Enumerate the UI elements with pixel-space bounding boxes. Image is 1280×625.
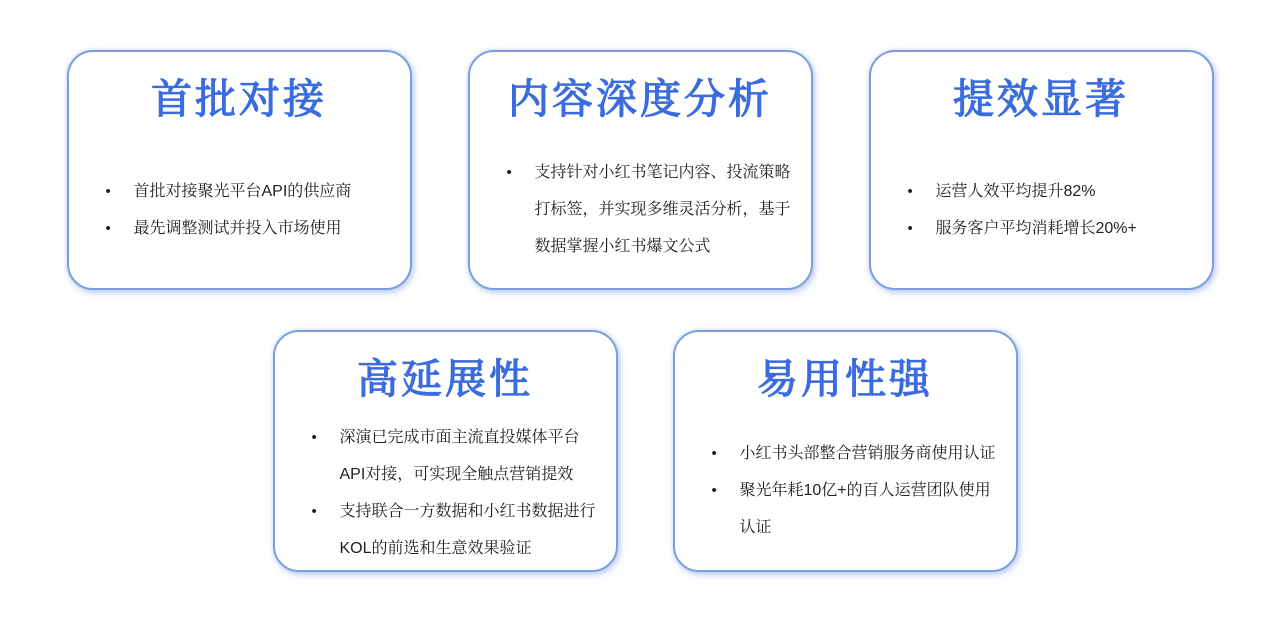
bullet-list	[712, 435, 998, 546]
bullet-dot-icon: •	[311, 503, 317, 521]
bullet-item	[106, 173, 392, 210]
card-title: 易用性强	[757, 356, 933, 402]
bullet-item	[312, 419, 598, 493]
feature-card-content-analysis	[468, 50, 813, 290]
bullet-list	[507, 154, 793, 265]
card-row-bottom	[10, 330, 1280, 572]
bullet-text: 聚光年耗10亿+的百人运营团队使用认证	[739, 482, 991, 537]
bullet-text: 服务客户平均消耗增长20%+	[935, 219, 1137, 237]
bullet-item	[908, 173, 1194, 210]
bullet-item	[712, 435, 998, 472]
bullet-item	[106, 210, 392, 247]
card-body	[675, 405, 1016, 570]
bullet-dot-icon: •	[711, 482, 717, 500]
bullet-item	[507, 154, 793, 265]
card-title: 首批对接	[151, 76, 327, 122]
card-title: 高延展性	[357, 356, 533, 402]
feature-card-usability	[673, 330, 1018, 572]
bullet-item	[712, 472, 998, 546]
bullet-text: 最先调整测试并投入市场使用	[133, 219, 342, 237]
card-body	[69, 125, 410, 288]
bullet-dot-icon: •	[105, 182, 111, 200]
card-body	[871, 125, 1212, 288]
card-title: 提效显著	[953, 76, 1129, 122]
feature-card-efficiency	[869, 50, 1214, 290]
card-body	[275, 405, 616, 575]
bullet-dot-icon: •	[907, 182, 913, 200]
bullet-dot-icon: •	[907, 219, 913, 237]
bullet-text: 深演已完成市面主流直投媒体平台API对接，可实现全触点营销提效	[339, 429, 580, 484]
bullet-list	[106, 173, 392, 247]
bullet-dot-icon: •	[311, 429, 317, 447]
feature-card-extensibility	[273, 330, 618, 572]
card-title: 内容深度分析	[508, 76, 772, 122]
bullet-item	[908, 210, 1194, 247]
card-row-top	[0, 0, 1280, 290]
bullet-list	[312, 419, 598, 567]
bullet-list	[908, 173, 1194, 247]
bullet-dot-icon: •	[506, 164, 512, 182]
bullet-dot-icon: •	[105, 219, 111, 237]
bullet-dot-icon: •	[711, 445, 717, 463]
feature-card-first-batch	[67, 50, 412, 290]
bullet-text: 支持联合一方数据和小红书数据进行KOL的前选和生意效果验证	[339, 503, 596, 558]
card-body	[470, 125, 811, 288]
bullet-text: 支持针对小红书笔记内容、投流策略打标签，并实现多维灵活分析，基于数据掌握小红书爆文公式	[534, 164, 791, 256]
bullet-text: 小红书头部整合营销服务商使用认证	[739, 445, 996, 463]
bullet-item	[312, 493, 598, 567]
bullet-text: 运营人效平均提升82%	[935, 182, 1096, 200]
bullet-text: 首批对接聚光平台API的供应商	[133, 182, 352, 200]
